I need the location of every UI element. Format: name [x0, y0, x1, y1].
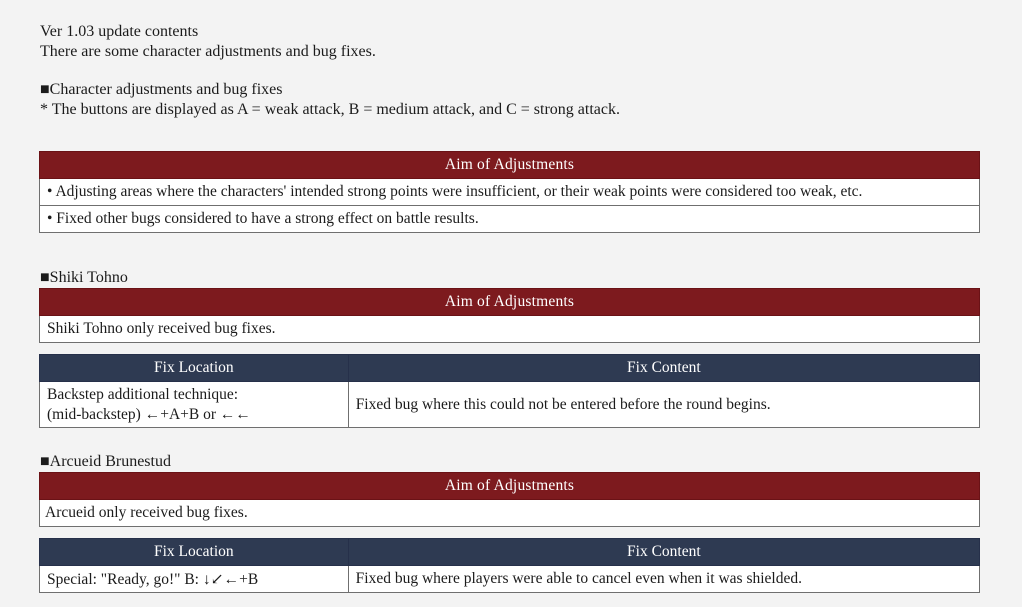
aim-of-adjustments-header: Aim of Adjustments — [40, 473, 980, 500]
fix-content-header: Fix Content — [348, 355, 979, 382]
aim-of-adjustments-header: Aim of Adjustments — [40, 152, 980, 179]
arcueid-fix-table — [39, 538, 980, 593]
general-aim-table — [39, 151, 980, 233]
button-legend-note: * The buttons are displayed as A = weak attack, B = medium attack, and C = strong attack. — [40, 101, 620, 118]
fix-location-header: Fix Location — [40, 539, 349, 566]
table-row — [40, 316, 980, 343]
shiki-tohno-heading: ■Shiki Tohno — [40, 269, 128, 286]
aim-of-adjustments-header: Aim of Adjustments — [40, 289, 980, 316]
aim-row-bug-fixes: • Fixed other bugs considered to have a strong effect on battle results. — [40, 206, 980, 233]
table-row — [40, 382, 980, 428]
update-summary: There are some character adjustments and bug fixes. — [40, 43, 376, 60]
fix-location-cell: Special: "Ready, go!" B: ↓↙←+B — [40, 566, 349, 593]
aim-row-strong-weak-points: • Adjusting areas where the characters' intended strong points were insufficient, or their weak points were considered too weak, etc. — [40, 179, 980, 206]
general-section-heading: ■Character adjustments and bug fixes — [40, 81, 283, 98]
table-row — [40, 179, 980, 206]
table-row — [40, 566, 980, 593]
fix-content-cell: Fixed bug where players were able to cancel even when it was shielded. — [348, 566, 979, 593]
fix-location-line: (mid-backstep) ←+A+B or ←← — [47, 405, 251, 423]
arcueid-brunestud-heading: ■Arcueid Brunestud — [40, 453, 171, 470]
table-row — [40, 206, 980, 233]
fix-location-header: Fix Location — [40, 355, 349, 382]
table-row — [40, 500, 980, 527]
arcueid-aim-table — [39, 472, 980, 527]
shiki-aim-table — [39, 288, 980, 343]
fix-location-line: Backstep additional technique: — [47, 385, 239, 403]
fix-location-cell — [40, 382, 349, 428]
intro-block — [40, 22, 376, 62]
shiki-aim-text: Shiki Tohno only received bug fixes. — [40, 316, 980, 343]
fix-content-header: Fix Content — [348, 539, 979, 566]
version-title: Ver 1.03 update contents — [40, 23, 199, 40]
fix-content-cell: Fixed bug where this could not be entered before the round begins. — [348, 382, 979, 428]
shiki-fix-table — [39, 354, 980, 428]
arcueid-aim-text: Arcueid only received bug fixes. — [40, 500, 980, 527]
